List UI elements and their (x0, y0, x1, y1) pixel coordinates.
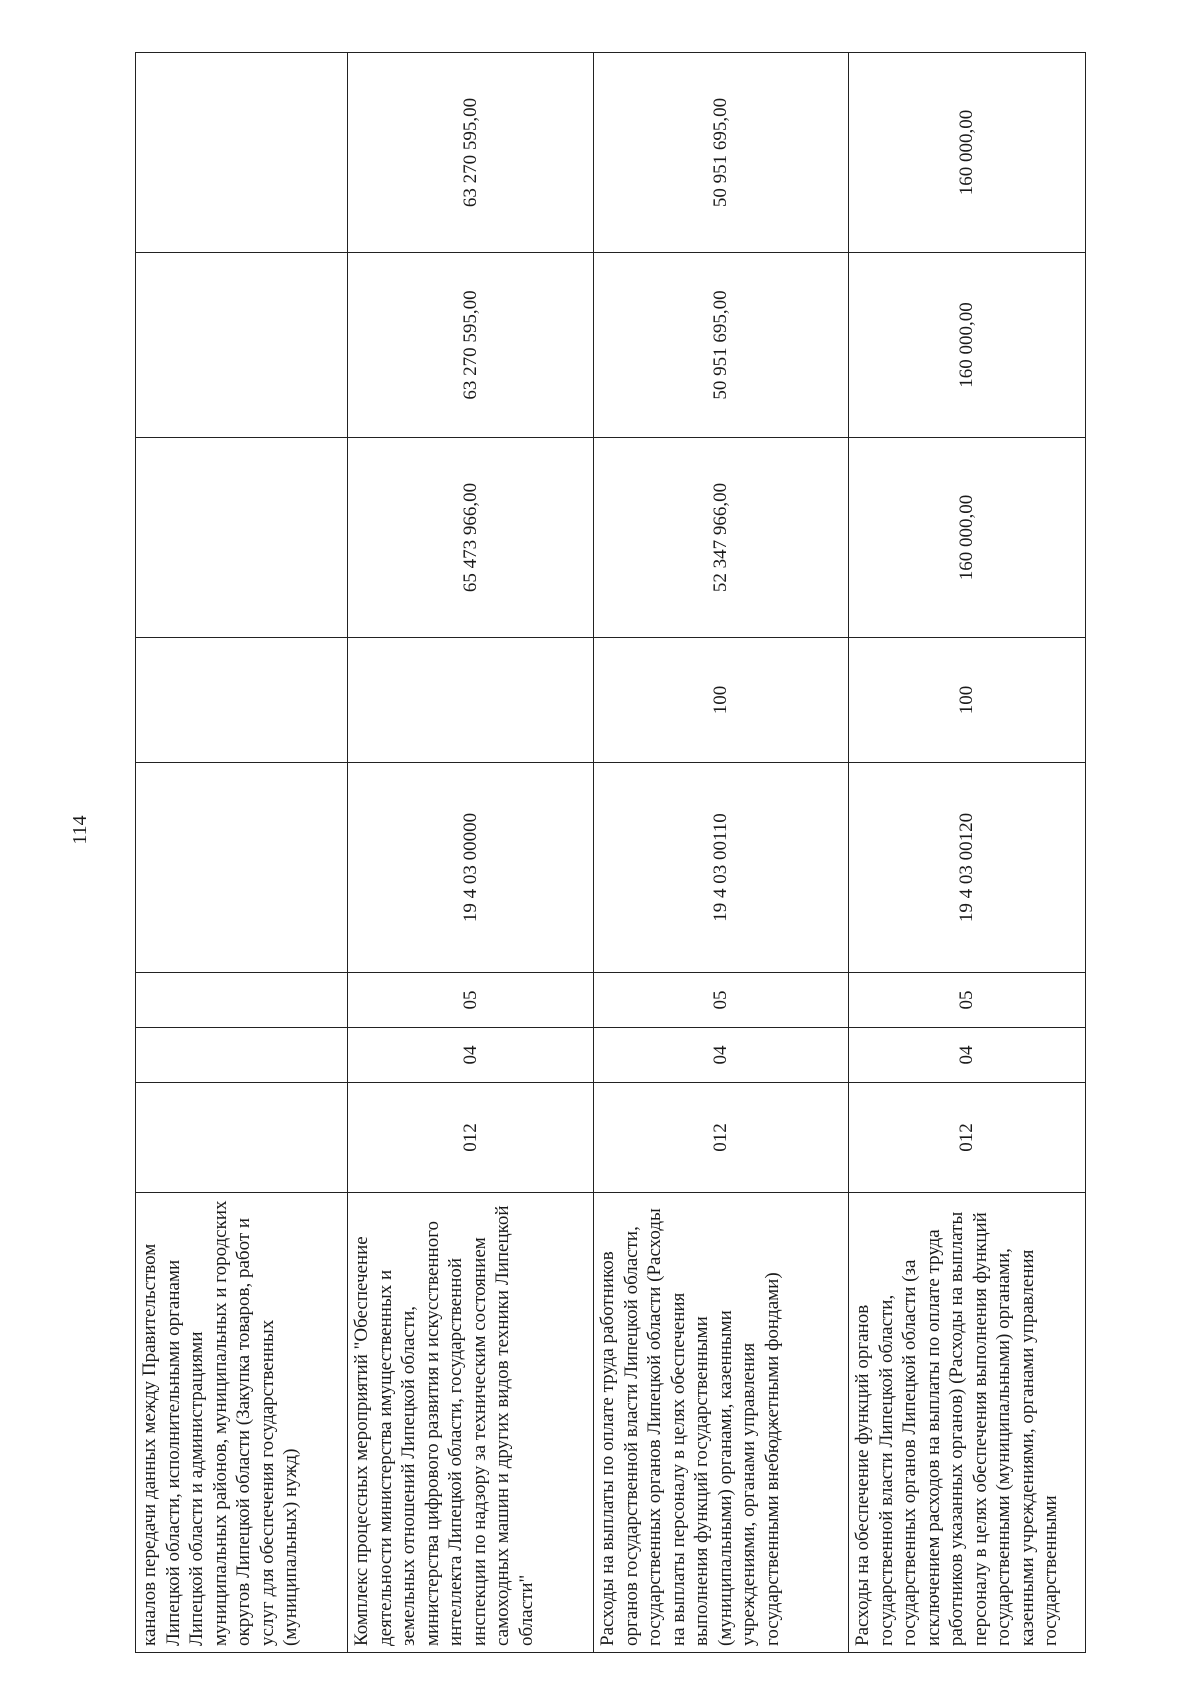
table-row (136, 53, 348, 1653)
target-article-code: 19 4 03 00000 (348, 763, 594, 973)
target-article-code: 19 4 03 00120 (849, 763, 1086, 973)
expense-description: каналов передачи данных между Правительством Липецкой области, исполнительными органами Липецкой области и администрациями муниципальных районов, муниципальных и городских округов Липецкой области (Закупка товаров, работ и услуг для обеспечения государственных (муниципальных) нужд) (136, 1193, 348, 1653)
expense-type-code: 100 (594, 638, 849, 763)
section-code: 04 (849, 1028, 1086, 1083)
subsection-code: 05 (348, 973, 594, 1028)
admin-code: 012 (348, 1083, 594, 1193)
section-code (136, 1028, 348, 1083)
amount-year-1: 160 000,00 (849, 438, 1086, 638)
expense-type-code (136, 638, 348, 763)
subsection-code (136, 973, 348, 1028)
amount-year-3: 63 270 595,00 (348, 53, 594, 253)
rotated-table-container (135, 63, 1085, 1653)
table-row (849, 53, 1086, 1653)
expense-type-code: 100 (849, 638, 1086, 763)
table-row (348, 53, 594, 1653)
section-code: 04 (594, 1028, 849, 1083)
amount-year-2: 63 270 595,00 (348, 253, 594, 438)
amount-year-3: 160 000,00 (849, 53, 1086, 253)
amount-year-2: 160 000,00 (849, 253, 1086, 438)
amount-year-3: 50 951 695,00 (594, 53, 849, 253)
expense-description: Расходы на обеспечение функций органов государственной власти Липецкой области, государственных органов Липецкой области (за исключением расходов на выплаты по оплате труда работников указанных органов) (Расходы на выплаты персоналу в целях обеспечения выполнения функций государственными (муниципальными) органами, казенными учреждениями, органами управления государственными (849, 1193, 1086, 1653)
admin-code: 012 (849, 1083, 1086, 1193)
target-article-code: 19 4 03 00110 (594, 763, 849, 973)
expense-type-code (348, 638, 594, 763)
amount-year-1: 52 347 966,00 (594, 438, 849, 638)
admin-code (136, 1083, 348, 1193)
subsection-code: 05 (594, 973, 849, 1028)
amount-year-2: 50 951 695,00 (594, 253, 849, 438)
section-code: 04 (348, 1028, 594, 1083)
amount-year-1: 65 473 966,00 (348, 438, 594, 638)
expense-description: Расходы на выплаты по оплате труда работников органов государственной власти Липецкой области, государственных органов Липецкой области (Расходы на выплаты персоналу в целях обеспечения выполнения функций государственными (муниципальными) органами, казенными учреждениями, органами управления государственными внебюджетными фондами) (594, 1193, 849, 1653)
amount-year-2 (136, 253, 348, 438)
admin-code: 012 (594, 1083, 849, 1193)
amount-year-1 (136, 438, 348, 638)
expense-description: Комплекс процессных мероприятий "Обеспечение деятельности министерства имущественных и земельных отношений Липецкой области, министерства цифрового развития и искусственного интеллекта Липецкой области, государственной инспекции по надзору за техническим состоянием самоходных машин и других видов техники Липецкой области" (348, 1193, 594, 1653)
subsection-code: 05 (849, 973, 1086, 1028)
page-number: 114 (69, 815, 91, 845)
target-article-code (136, 763, 348, 973)
amount-year-3 (136, 53, 348, 253)
table-row (594, 53, 849, 1653)
budget-table (135, 52, 1086, 1653)
